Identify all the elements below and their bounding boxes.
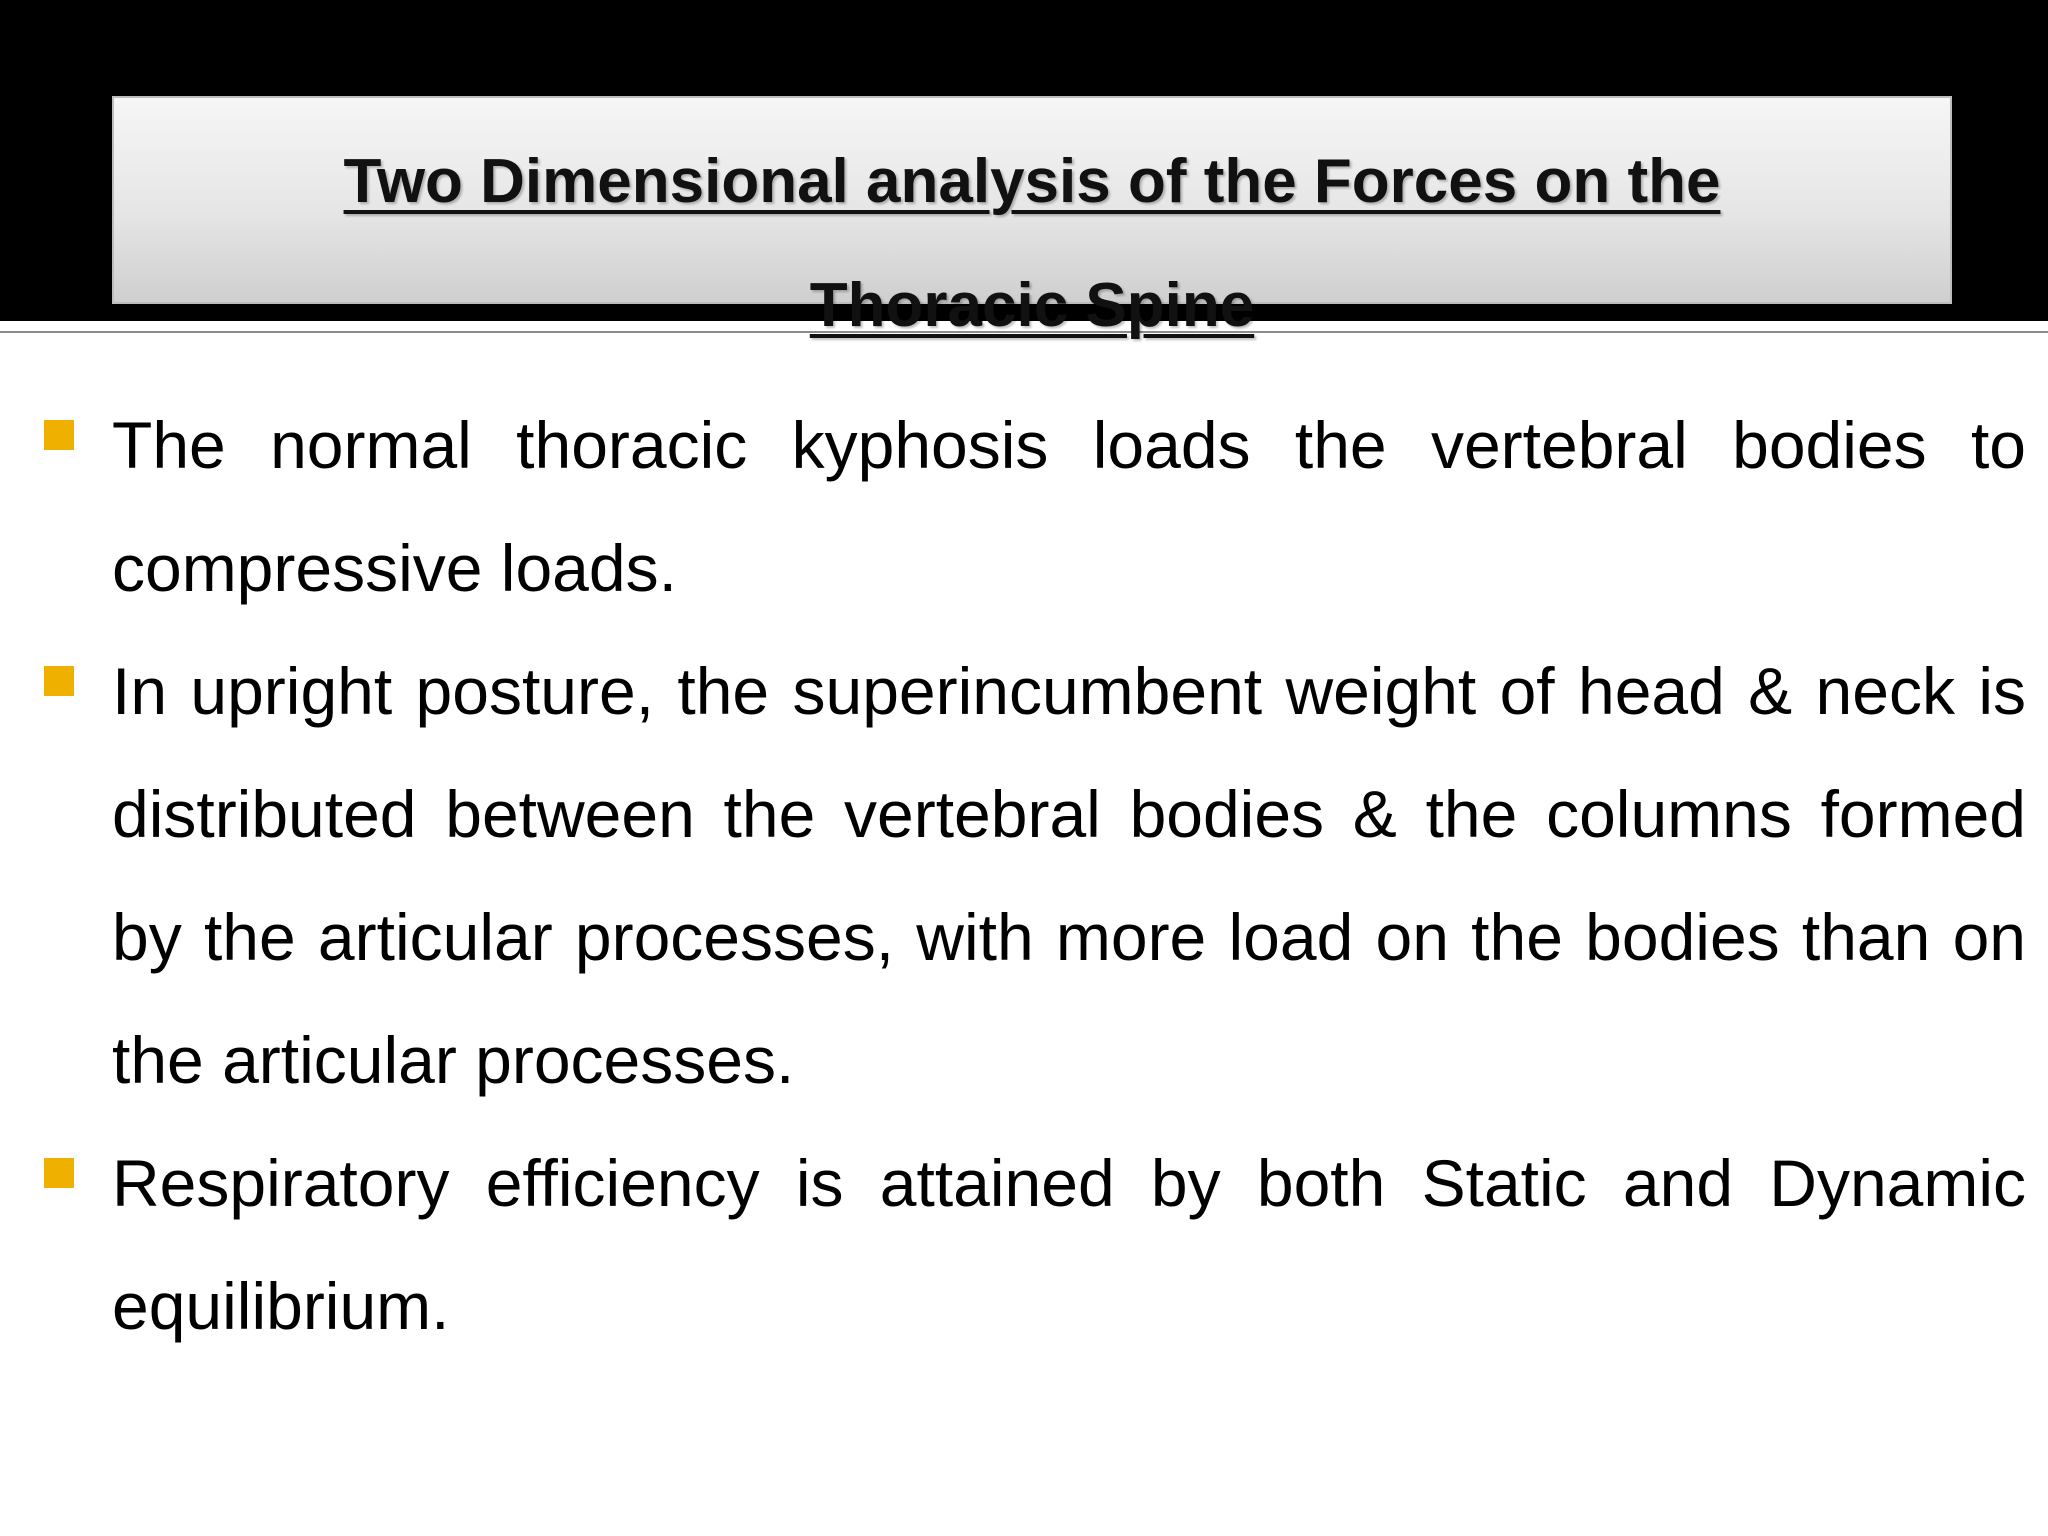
bullet-item-upright-posture (0, 630, 2048, 1122)
square-bullet-icon (44, 420, 74, 450)
bullet-item-respiratory-efficiency (0, 1122, 2048, 1368)
bullet-item-kyphosis (0, 384, 2048, 630)
square-bullet-icon (44, 666, 74, 696)
square-bullet-icon (44, 1158, 74, 1188)
bullet-text: The normal thoracic kyphosis loads the vertebral bodies to compressive loads. (112, 408, 2026, 605)
bullet-list (0, 384, 2048, 1368)
slide-title-line-2: Thoracic Spine (809, 271, 1255, 340)
bullet-text: Respiratory efficiency is attained by both Static and Dynamic equilibrium. (112, 1146, 2026, 1343)
bullet-text: In upright posture, the superincumbent weight of head & neck is distributed between the vertebral bodies & the columns formed by the articular processes, with more load on the bodies than on the articular processes. (112, 654, 2026, 1097)
slide-title-line-1: Two Dimensional analysis of the Forces on the (343, 147, 1721, 216)
slide-title (112, 120, 1952, 368)
